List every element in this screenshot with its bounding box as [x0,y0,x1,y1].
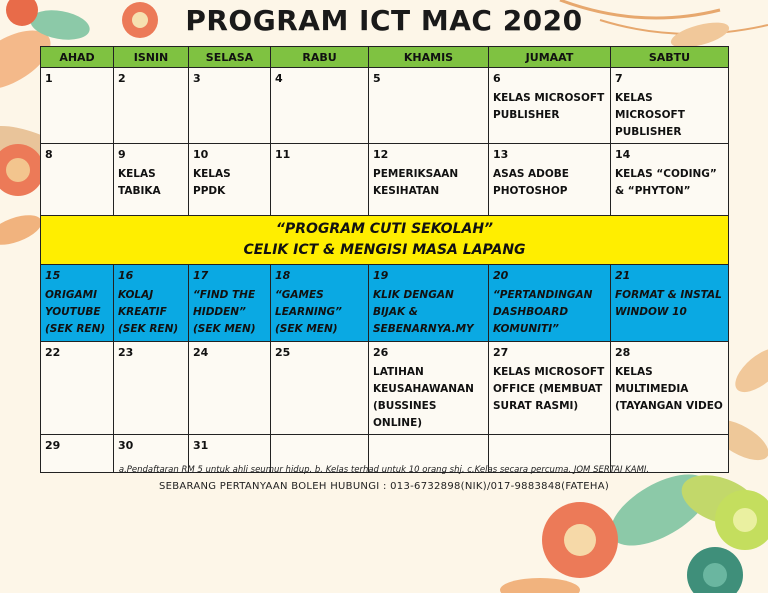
day-number: 18 [275,269,291,282]
day-cell [114,265,189,342]
event-text: “FIND THE HIDDEN” (SEK MEN) [193,289,256,335]
day-number: 11 [275,148,291,161]
day-cell [189,144,271,216]
event-text: “GAMES LEARNING” (SEK MEN) [275,289,342,335]
day-number: 12 [373,148,389,161]
day-number: 9 [118,148,126,161]
day-cell [189,68,271,144]
day-number: 4 [275,72,283,85]
event-text: KELAS TABIKA [118,168,161,197]
banner-line-2: CELIK ICT & MENGISI MASA LAPANG [243,242,526,258]
day-number: 24 [193,346,209,359]
event-text: KELAS PPDK [193,168,231,197]
day-cell [489,342,611,435]
day-number: 1 [45,72,53,85]
day-number: 5 [373,72,381,85]
event-text: KELAS MULTIMEDIA (TAYANGAN VIDEO [615,366,723,412]
day-number: 30 [118,439,134,452]
event-text: KELAS MICROSOFT OFFICE (MEMBUAT SURAT RASMI) [493,366,605,412]
day-number: 7 [615,72,623,85]
day-number: 21 [615,269,631,282]
day-cell [271,265,369,342]
day-cell [41,265,114,342]
day-cell [271,342,369,435]
day-number: 14 [615,148,631,161]
day-header: AHAD [41,47,114,68]
event-text: LATIHAN KEUSAHAWANAN (BUSSINES ONLINE) [373,366,474,429]
day-header: KHAMIS [369,47,489,68]
week-row [41,265,729,342]
day-header: SABTU [611,47,729,68]
day-number: 16 [118,269,134,282]
day-number: 26 [373,346,389,359]
event-text: KOLAJ KREATIF (SEK REN) [118,289,179,335]
day-number: 27 [493,346,509,359]
event-text: KELAS “CODING” & “PHYTON” [615,168,717,197]
event-text: “PERTANDINGAN DASHBOARD KOMUNITI” [493,289,593,335]
day-number: 22 [45,346,61,359]
day-number: 17 [193,269,209,282]
event-text: KELAS MICROSOFT PUBLISHER [493,92,605,121]
day-number: 10 [193,148,209,161]
day-header: SELASA [189,47,271,68]
day-cell [41,144,114,216]
week-row [41,342,729,435]
day-cell [189,265,271,342]
contact-info: SEBARANG PERTANYAAN BOLEH HUBUNGI : 013-6732898(NIK)/017-9883848(FATEHA) [158,481,610,492]
day-cell [369,144,489,216]
day-cell [611,68,729,144]
day-number: 31 [193,439,209,452]
day-cell [369,68,489,144]
day-header: JUMAAT [489,47,611,68]
event-text: PEMERIKSAAN KESIHATAN [373,168,459,197]
day-number: 3 [193,72,201,85]
day-cell [114,342,189,435]
day-cell [189,342,271,435]
day-number: 8 [45,148,53,161]
day-number: 23 [118,346,134,359]
day-cell [114,144,189,216]
day-number: 29 [45,439,61,452]
day-header: ISNIN [114,47,189,68]
week-row [41,144,729,216]
day-number: 20 [493,269,509,282]
page-title: PROGRAM ICT MAC 2020 [185,4,583,37]
day-cell [369,265,489,342]
day-cell [271,144,369,216]
day-number: 6 [493,72,501,85]
day-number: 2 [118,72,126,85]
day-number: 13 [493,148,509,161]
day-cell [611,342,729,435]
day-cell [489,144,611,216]
event-text: ORIGAMI YOUTUBE (SEK REN) [45,289,106,335]
day-cell [114,68,189,144]
day-number: 15 [45,269,61,282]
calendar-table [40,46,729,473]
event-text: FORMAT & INSTAL WINDOW 10 [615,289,722,318]
day-cell [41,342,114,435]
event-text: KELAS MICROSOFT PUBLISHER [615,92,685,138]
school-holiday-banner [41,216,729,265]
week-row [41,68,729,144]
day-cell [611,265,729,342]
day-cell [41,68,114,144]
event-text: ASAS ADOBE PHOTOSHOP [493,168,569,197]
day-cell [611,144,729,216]
event-text: KLIK DENGAN BIJAK & SEBENARNYA.MY [373,289,474,335]
day-header-row [41,47,729,68]
day-number: 25 [275,346,291,359]
day-cell [489,68,611,144]
day-number: 19 [373,269,389,282]
banner-row [41,216,729,265]
banner-line-1: “PROGRAM CUTI SEKOLAH” [275,221,494,237]
day-cell [369,342,489,435]
day-cell [489,265,611,342]
footnote: a.Pendaftaran RM 5 untuk ahli seumur hidup. b. Kelas terhad untuk 10 orang shj. c.Kelas secara percuma. JOM SERTAI KAMI. [118,465,650,475]
day-cell [271,68,369,144]
day-header: RABU [271,47,369,68]
day-number: 28 [615,346,631,359]
